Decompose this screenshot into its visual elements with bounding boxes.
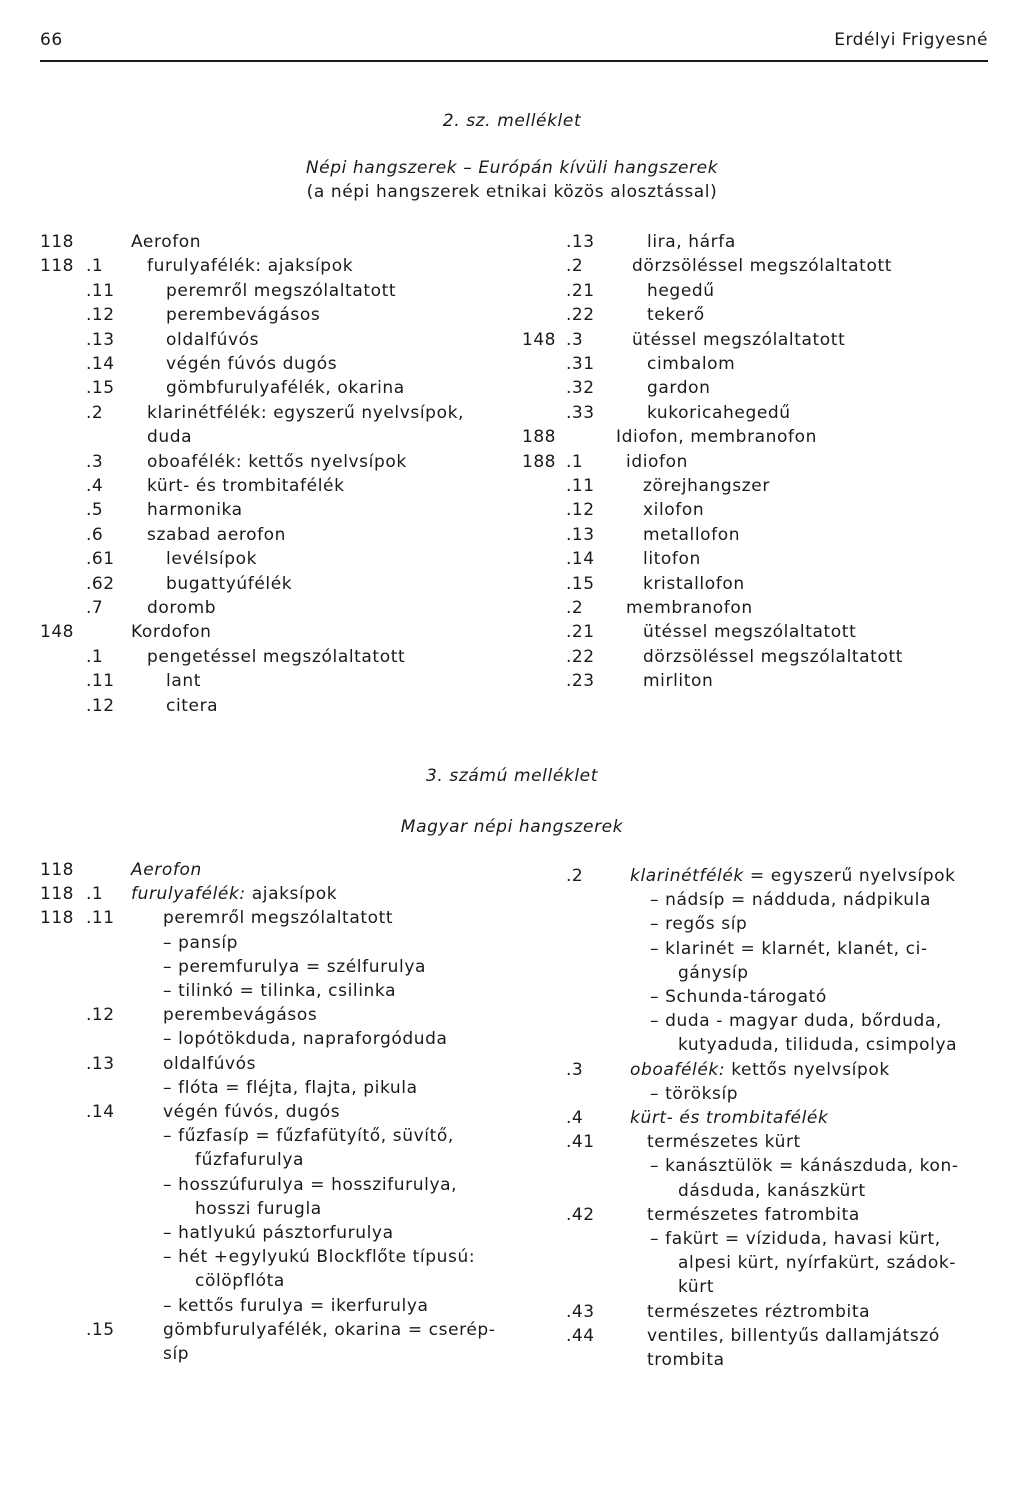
- entry-sub-code: .11: [566, 476, 595, 496]
- entry-sub-code: .15: [86, 378, 115, 399]
- appendix2-subtitle: Népi hangszerek – Európán kívüli hangszerek: [305, 158, 719, 178]
- entry-sub-code: .43: [566, 1301, 595, 1322]
- entry-label-italic: kürt- és trombitafélék: [630, 1108, 829, 1128]
- entry-label: Idiofon, membranofon: [616, 427, 818, 448]
- entry-label: klarinétfélék: egyszerű nyelvsípok,: [147, 402, 465, 423]
- entry-label: – nádsíp = nádduda, nádpikula: [650, 890, 932, 911]
- entry-label: – hét +egylyukú Blockflőte típusú:: [163, 1247, 476, 1268]
- entry-label: – lopótökduda, napraforgóduda: [163, 1029, 448, 1050]
- entry-label: lira, hárfa: [647, 232, 736, 252]
- entry-sub-code: .22: [566, 646, 595, 667]
- entry-label: [630, 1060, 890, 1080]
- entry-label-italic: furulyafélék:: [131, 884, 246, 905]
- entry-sub-code: .1: [86, 256, 104, 277]
- entry-main-code: 118: [40, 860, 74, 880]
- entry-sub-code: .3: [86, 451, 104, 472]
- entry-label: peremről megszólaltatott: [166, 280, 397, 301]
- entry-main-code: 188: [522, 427, 556, 448]
- entry-label: természetes fatrombita: [647, 1204, 860, 1225]
- entry-label: xilofon: [643, 500, 705, 521]
- entry-sub-code: .12: [86, 1005, 115, 1026]
- entry-main-code: 118: [40, 908, 74, 929]
- entry-label: dásduda, kanászkürt: [678, 1180, 866, 1201]
- entry-sub-code: .3: [566, 329, 584, 350]
- appendix2-title: 2. sz. melléklet: [442, 111, 582, 131]
- appendix3-subtitle: Magyar népi hangszerek: [400, 817, 624, 837]
- entry-label: – hosszúfurulya = hosszifurulya,: [163, 1174, 458, 1195]
- entry-sub-code: .15: [86, 1319, 115, 1340]
- entry-main-code: 188: [522, 451, 556, 472]
- entry-label: – flóta = fléjta, flajta, pikula: [163, 1077, 418, 1098]
- entry-main-code: 118: [40, 232, 74, 252]
- entry-sub-code: .14: [86, 354, 115, 374]
- entry-label: – tilinkó = tilinka, csilinka: [163, 981, 397, 1001]
- entry-sub-code: .11: [86, 280, 115, 301]
- entry-sub-code: .12: [566, 500, 595, 521]
- entry-label: – pansíp: [163, 932, 239, 953]
- entry-label: membranofon: [626, 598, 753, 618]
- entry-sub-code: .2: [566, 598, 584, 618]
- entry-label: peremről megszólaltatott: [163, 908, 394, 929]
- entry-sub-code: .11: [86, 671, 115, 692]
- entry-label: ütéssel megszólaltatott: [643, 622, 857, 643]
- entry-sub-code: .13: [86, 1053, 115, 1074]
- entry-label: végén fúvós, dugós: [163, 1102, 341, 1122]
- entry-sub-code: .12: [86, 695, 115, 716]
- entry-sub-code: .14: [86, 1102, 115, 1122]
- entry-sub-code: .42: [566, 1204, 595, 1225]
- entry-label: perembevágásos: [166, 305, 321, 326]
- entry-sub-code: .11: [86, 908, 115, 929]
- entry-label: gardon: [647, 378, 711, 399]
- entry-label: természetes kürt: [647, 1132, 801, 1153]
- entry-label: gánysíp: [678, 962, 749, 983]
- entry-main-code: 118: [40, 256, 74, 277]
- entry-main-code: 148: [40, 622, 74, 643]
- entry-sub-code: .2: [86, 402, 104, 423]
- entry-label: – kanásztülök = kánászduda, kon-: [650, 1156, 959, 1177]
- entry-label: citera: [166, 695, 219, 716]
- entry-label: gömbfurulyafélék, okarina: [166, 378, 405, 399]
- entry-sub-code: .1: [566, 451, 584, 472]
- entry-label: – regős síp: [650, 914, 748, 935]
- entry-label: alpesi kürt, nyírfakürt, szádok-: [678, 1253, 957, 1274]
- entry-label: – klarinét = klarnét, klanét, ci-: [650, 938, 928, 959]
- entry-label: [131, 884, 337, 904]
- entry-label: fűzfafurulya: [195, 1150, 305, 1171]
- entry-label: oldalfúvós: [166, 329, 260, 350]
- entry-sub-code: .62: [86, 573, 115, 594]
- entry-label: lant: [166, 671, 201, 692]
- entry-label: hosszi furugla: [195, 1198, 322, 1219]
- entry-label: cimbalom: [647, 354, 736, 374]
- entry-sub-code: .1: [86, 646, 104, 667]
- page-number: 66: [40, 30, 63, 50]
- entry-sub-code: .31: [566, 354, 595, 374]
- entry-label: levélsípok: [166, 549, 258, 570]
- entry-sub-code: .33: [566, 402, 595, 423]
- entry-label-italic: Aerofon: [131, 860, 202, 880]
- entry-sub-code: .23: [566, 671, 595, 692]
- entry-label: harmonika: [147, 500, 243, 521]
- entry-sub-code: .13: [86, 329, 115, 350]
- entry-label: mirliton: [643, 671, 714, 692]
- appendix3-title: 3. számú melléklet: [426, 766, 598, 786]
- entry-sub-code: .14: [566, 549, 595, 570]
- entry-label: doromb: [147, 598, 217, 618]
- entry-sub-code: .44: [566, 1325, 595, 1346]
- entry-label: oldalfúvós: [163, 1053, 257, 1074]
- entry-label: Kordofon: [131, 622, 212, 643]
- entry-label: oboafélék: kettős nyelvsípok: [147, 451, 407, 472]
- entry-label: gömbfurulyafélék, okarina = cserép-: [163, 1319, 496, 1340]
- entry-sub-code: .7: [86, 598, 104, 618]
- entry-label: ütéssel megszólaltatott: [632, 329, 846, 350]
- entry-label: hegedű: [647, 280, 715, 301]
- entry-sub-code: .4: [566, 1108, 584, 1128]
- entry-label: dörzsöléssel megszólaltatott: [632, 256, 892, 277]
- entry-label: síp: [163, 1344, 190, 1364]
- entry-label: litofon: [643, 549, 701, 570]
- entry-label-rest: = egyszerű nyelvsípok: [743, 866, 956, 886]
- entry-sub-code: .22: [566, 305, 595, 326]
- entry-label: dörzsöléssel megszólaltatott: [643, 646, 903, 667]
- entry-label-rest: kettős nyelvsípok: [725, 1059, 890, 1080]
- entry-main-code: 118: [40, 884, 74, 905]
- entry-label: – peremfurulya = szélfurulya: [163, 956, 427, 977]
- entry-label: idiofon: [626, 451, 688, 472]
- entry-sub-code: .32: [566, 378, 595, 399]
- entry-sub-code: .13: [566, 524, 595, 545]
- entry-sub-code: .2: [566, 256, 584, 277]
- entry-label: furulyafélék: ajaksípok: [147, 256, 354, 277]
- entry-label: kürt: [678, 1277, 715, 1298]
- entry-label: perembevágásos: [163, 1005, 318, 1026]
- entry-label: [131, 860, 202, 880]
- page-header: [40, 30, 988, 60]
- entry-label: tekerő: [647, 305, 705, 326]
- entry-label: metallofon: [643, 524, 741, 545]
- entry-sub-code: .21: [566, 280, 595, 301]
- entry-label: – Schunda-tárogató: [650, 987, 827, 1007]
- entry-label-italic: oboafélék:: [630, 1059, 726, 1080]
- entry-label: – töröksíp: [650, 1083, 739, 1104]
- entry-sub-code: .2: [566, 866, 584, 886]
- entry-label: [630, 866, 956, 886]
- entry-sub-code: .4: [86, 476, 104, 496]
- entry-label: szabad aerofon: [147, 524, 287, 545]
- entry-label: kristallofon: [643, 573, 745, 594]
- entry-sub-code: .12: [86, 305, 115, 326]
- entry-sub-code: .6: [86, 524, 104, 545]
- entry-label: duda: [147, 427, 193, 448]
- entry-label: cölöpflóta: [195, 1271, 285, 1292]
- entry-label: kukoricahegedű: [647, 402, 791, 423]
- entry-label: – hatlyukú pásztorfurulya: [163, 1223, 394, 1243]
- entry-label: kutyaduda, tiliduda, csimpolya: [678, 1035, 958, 1056]
- entry-label: – fakürt = víziduda, havasi kürt,: [650, 1229, 941, 1249]
- entry-label: trombita: [647, 1350, 725, 1370]
- header-rule: [40, 60, 988, 62]
- entry-sub-code: .21: [566, 622, 595, 643]
- entry-label: – kettős furulya = ikerfurulya: [163, 1295, 429, 1316]
- entry-label: – fűzfasíp = fűzfafütyítő, süvítő,: [163, 1126, 454, 1147]
- appendix2-note: (a népi hangszerek etnikai közös alosztással): [306, 182, 718, 202]
- entry-sub-code: .13: [566, 232, 595, 252]
- entry-sub-code: .3: [566, 1059, 584, 1080]
- entry-label: Aerofon: [131, 232, 202, 252]
- entry-sub-code: .1: [86, 884, 104, 905]
- entry-label: [630, 1108, 828, 1128]
- entry-label: ventiles, billentyűs dallamjátszó: [647, 1325, 940, 1346]
- entry-label: természetes réztrombita: [647, 1301, 871, 1322]
- entry-label: kürt- és trombitafélék: [147, 476, 345, 496]
- entry-label: pengetéssel megszólaltatott: [147, 646, 406, 667]
- entry-label: – duda - magyar duda, bőrduda,: [650, 1011, 942, 1032]
- entry-sub-code: .41: [566, 1132, 595, 1153]
- entry-label-italic: klarinétfélék: [630, 866, 744, 886]
- entry-label: végén fúvós dugós: [166, 354, 338, 374]
- entry-main-code: 148: [522, 329, 556, 350]
- entry-sub-code: .5: [86, 500, 104, 521]
- entry-sub-code: .15: [566, 573, 595, 594]
- entry-label: bugattyúfélék: [166, 573, 293, 594]
- entry-label-rest: ajaksípok: [245, 884, 338, 905]
- entry-label: zörejhangszer: [643, 476, 770, 496]
- page-author: Erdélyi Frigyesné: [834, 30, 988, 50]
- entry-sub-code: .61: [86, 549, 115, 570]
